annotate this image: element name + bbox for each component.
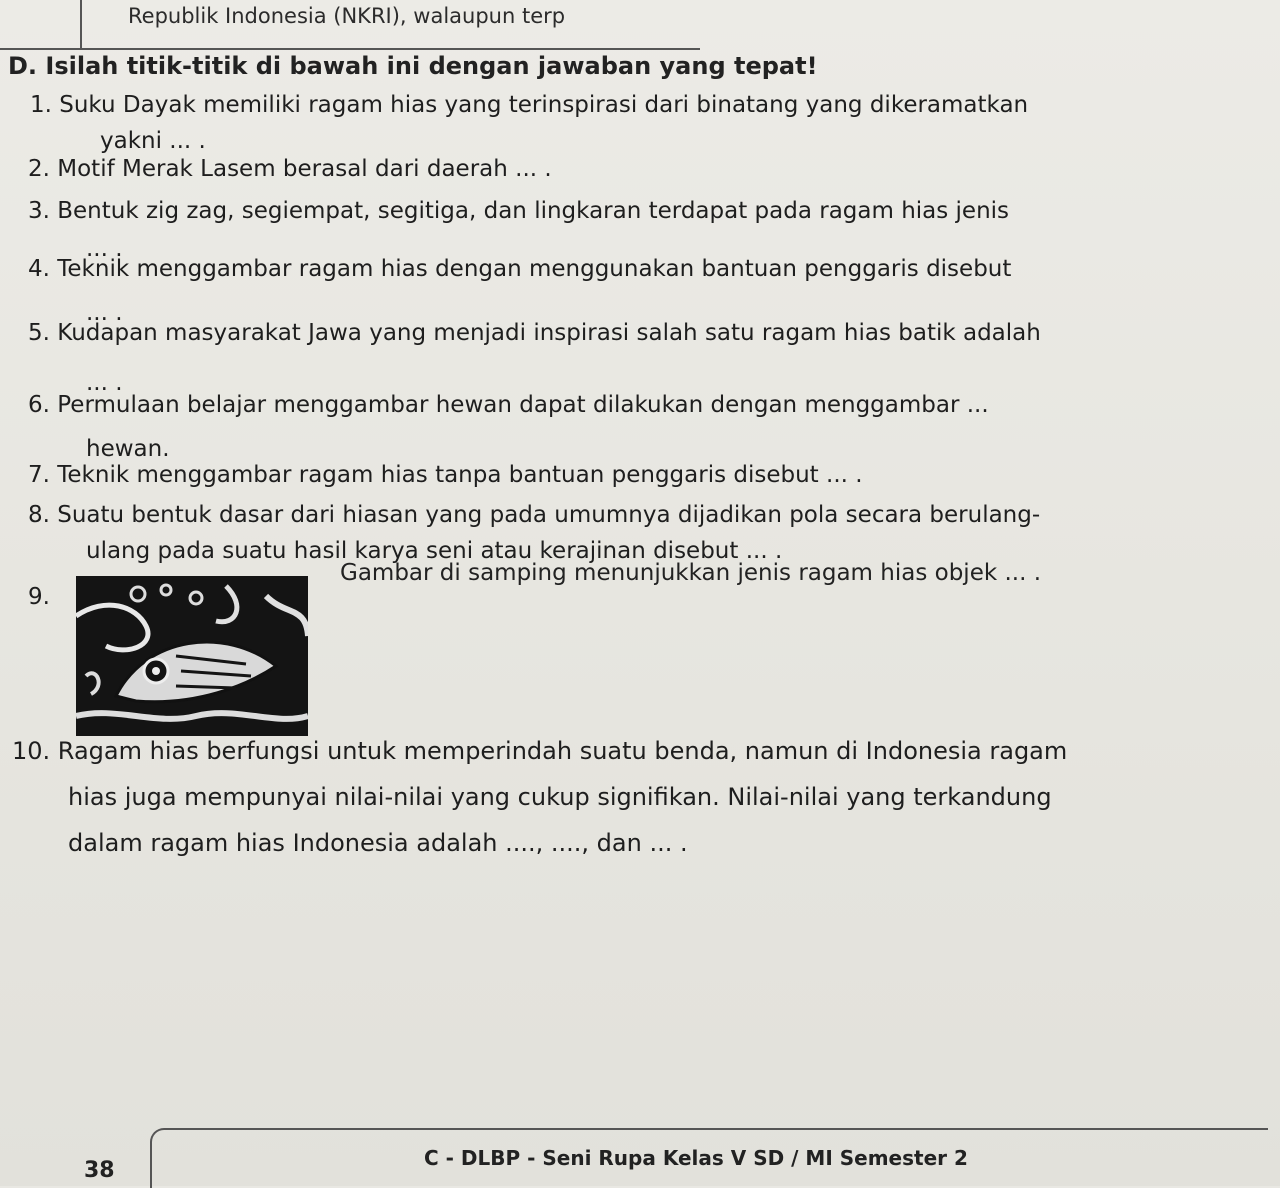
table-divider <box>80 0 82 48</box>
question-9-text: Gambar di samping menunjukkan jenis ragam hias objek ... . <box>340 560 1042 586</box>
page-number: 38 <box>84 1158 115 1183</box>
question-4-cont: ... . <box>86 300 123 326</box>
question-10-line-3: dalam ragam hias Indonesia adalah ...., ...., dan ... . <box>68 829 688 857</box>
question-1: 1. Suku Dayak memiliki ragam hias yang terinspirasi dari binatang yang dikeramatkan <box>30 92 1029 118</box>
question-3-cont: ... . <box>86 236 123 262</box>
question-10 <box>12 728 1067 866</box>
question-8: 8. Suatu bentuk dasar dari hiasan yang pada umumnya dijadikan pola secara berulang- <box>28 502 1041 528</box>
top-continuation-text: Republik Indonesia (NKRI), walaupun terp <box>128 4 566 28</box>
question-10-line-2: hias juga mempunyai nilai-nilai yang cukup signifikan. Nilai-nilai yang terkandung <box>68 783 1052 811</box>
section-heading: D. Isilah titik-titik di bawah ini dengan jawaban yang tepat! <box>8 52 818 80</box>
question-6: 6. Permulaan belajar menggambar hewan dapat dilakukan dengan menggambar ... <box>28 392 989 418</box>
fish-ornament-icon <box>76 576 308 736</box>
question-2: 2. Motif Merak Lasem berasal dari daerah ... . <box>28 156 552 182</box>
question-8-cont: ulang pada suatu hasil karya seni atau kerajinan disebut ... . <box>86 538 783 564</box>
question-9-number: 9. <box>28 584 50 610</box>
question-6-cont: hewan. <box>86 436 170 462</box>
question-5: 5. Kudapan masyarakat Jawa yang menjadi inspirasi salah satu ragam hias batik adalah <box>28 320 1041 346</box>
question-1-cont: yakni ... . <box>100 128 206 154</box>
ornament-illustration <box>76 576 308 736</box>
question-3: 3. Bentuk zig zag, segiempat, segitiga, dan lingkaran terdapat pada ragam hias jenis <box>28 198 1010 224</box>
question-10-line-1: 10. Ragam hias berfungsi untuk memperindah suatu benda, namun di Indonesia ragam <box>12 737 1068 765</box>
bleed-through-text <box>700 120 707 145</box>
question-4: 4. Teknik menggambar ragam hias dengan menggunakan bantuan penggaris disebut <box>28 256 1012 282</box>
question-7: 7. Teknik menggambar ragam hias tanpa bantuan penggaris disebut ... . <box>28 462 863 488</box>
question-5-cont: ... . <box>86 370 123 396</box>
footer-text: C - DLBP - Seni Rupa Kelas V SD / MI Semester 2 <box>424 1146 968 1170</box>
